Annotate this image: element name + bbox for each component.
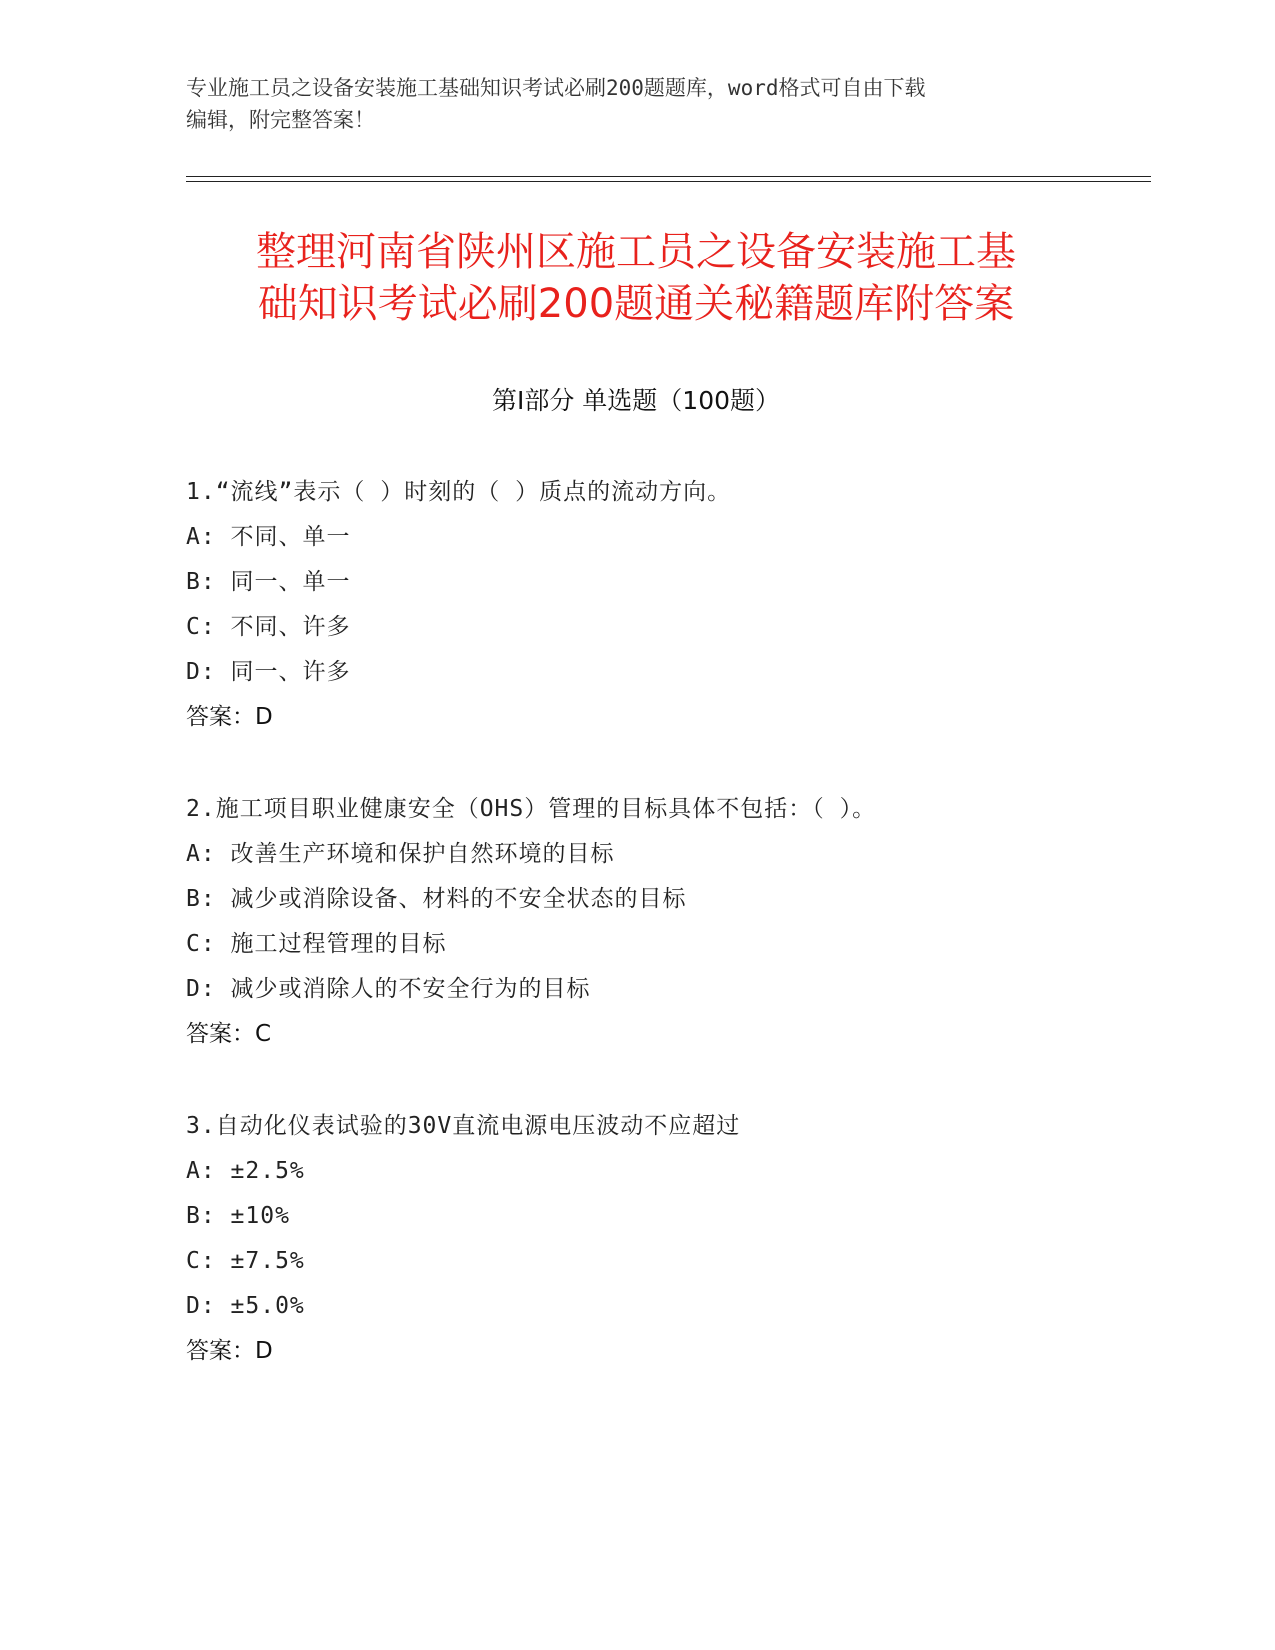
- answer: 答案：D: [186, 1338, 273, 1364]
- option-c: C: 不同、许多: [186, 614, 351, 640]
- question-stem: 1.“流线”表示（ ）时刻的（ ）质点的流动方向。: [186, 479, 732, 505]
- option-d: D: ±5.0%: [186, 1293, 305, 1319]
- header-divider-bottom: [186, 181, 1151, 182]
- option-d: D: 同一、许多: [186, 659, 351, 685]
- question-stem: 2.施工项目职业健康安全（OHS）管理的目标具体不包括：（ ）。: [186, 796, 877, 822]
- header-note-line-2: 编辑，附完整答案！: [186, 108, 375, 132]
- option-b: B: 减少或消除设备、材料的不安全状态的目标: [186, 886, 687, 912]
- header-note-line-1: 专业施工员之设备安装施工基础知识考试必刷200题题库，word格式可自由下载: [186, 76, 926, 100]
- option-d: D: 减少或消除人的不安全行为的目标: [186, 976, 591, 1002]
- header-divider-top: [186, 176, 1151, 177]
- option-b: B: 同一、单一: [186, 569, 351, 595]
- section-heading: 第Ⅰ部分 单选题（100题）: [491, 386, 781, 415]
- document-title-line-2: 础知识考试必刷200题通关秘籍题库附答案: [257, 281, 1015, 327]
- option-c: C: 施工过程管理的目标: [186, 931, 447, 957]
- question-1: [186, 470, 1146, 740]
- option-b: B: ±10%: [186, 1203, 290, 1229]
- option-a: A: ±2.5%: [186, 1158, 305, 1184]
- option-c: C: ±7.5%: [186, 1248, 305, 1274]
- option-a: A: 不同、单一: [186, 524, 351, 550]
- header-note: [186, 72, 1086, 136]
- document-title: [186, 226, 1086, 330]
- document-title-line-1: 整理河南省陕州区施工员之设备安装施工基: [256, 229, 1016, 275]
- option-a: A: 改善生产环境和保护自然环境的目标: [186, 841, 615, 867]
- answer: 答案：D: [186, 704, 273, 730]
- question-stem: 3.自动化仪表试验的30V直流电源电压波动不应超过: [186, 1113, 741, 1139]
- question-3: [186, 1104, 1146, 1374]
- question-2: [186, 787, 1146, 1057]
- answer: 答案：C: [186, 1021, 272, 1047]
